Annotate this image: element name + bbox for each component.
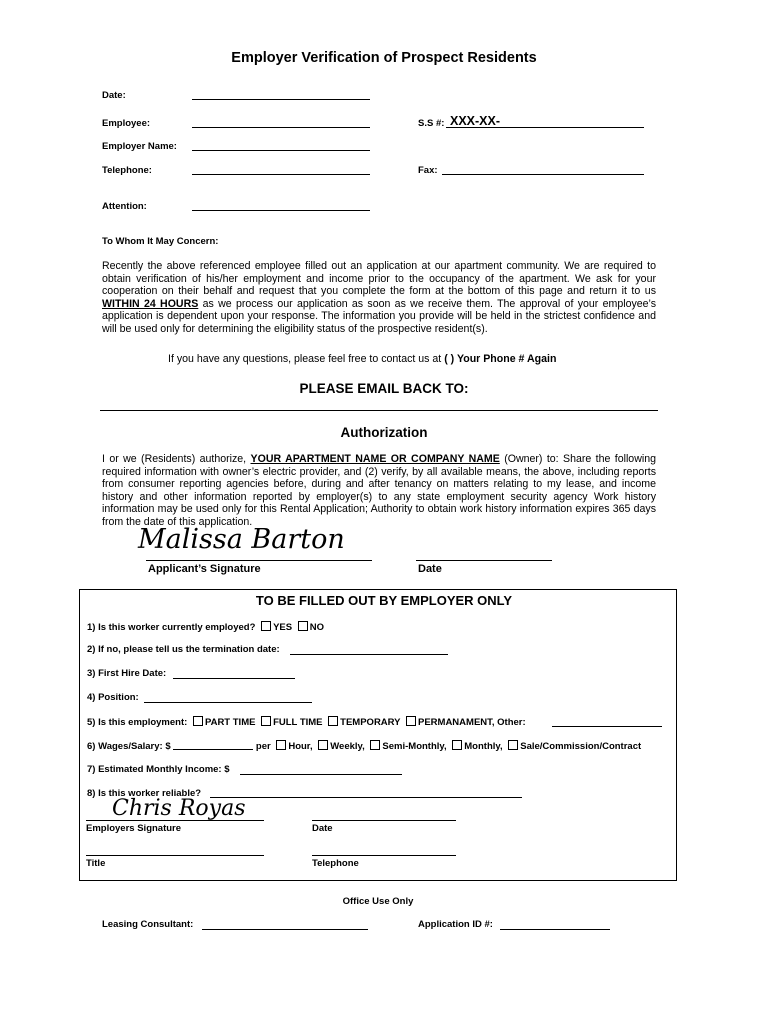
date-field[interactable] <box>192 99 370 100</box>
employer-name-field[interactable] <box>192 150 370 151</box>
no-checkbox[interactable] <box>298 621 308 631</box>
semi-monthly-checkbox[interactable] <box>370 740 380 750</box>
employer-heading: TO BE FILLED OUT BY EMPLOYER ONLY <box>255 593 513 608</box>
telephone-line[interactable] <box>312 855 456 856</box>
fax-label: Fax: <box>418 165 438 176</box>
q4-label: 4) Position: <box>87 692 139 703</box>
weekly-checkbox[interactable] <box>318 740 328 750</box>
employer-name-label: Employer Name: <box>102 141 177 152</box>
employer-signature: Chris Royas <box>112 796 246 821</box>
application-id-label: Application ID #: <box>418 919 493 930</box>
part-time-checkbox[interactable] <box>193 716 203 726</box>
attention-field[interactable] <box>192 210 370 211</box>
q3-label: 3) First Hire Date: <box>87 668 167 679</box>
ss-label: S.S #: <box>418 118 445 129</box>
q7-label: 7) Estimated Monthly Income: $ <box>87 764 230 775</box>
ss-value: XXX-XX- <box>450 114 501 128</box>
hour-checkbox[interactable] <box>276 740 286 750</box>
title-label: Title <box>86 858 106 869</box>
page-title: Employer Verification of Prospect Residents <box>231 50 537 66</box>
telephone-label: Telephone: <box>102 165 152 176</box>
employer-signature-line[interactable] <box>86 820 264 821</box>
contact-line: If you have any questions, please feel free to contact us at ( ) Your Phone # Again <box>168 353 557 365</box>
applicant-date-label: Date <box>418 563 442 575</box>
leasing-consultant-label: Leasing Consultant: <box>102 919 194 930</box>
leasing-consultant-field[interactable] <box>202 929 368 930</box>
temporary-checkbox[interactable] <box>328 716 338 726</box>
applicant-signature: Malissa Barton <box>138 524 345 555</box>
salutation: To Whom It May Concern: <box>102 236 219 247</box>
attention-label: Attention: <box>102 201 147 212</box>
title-line[interactable] <box>86 855 264 856</box>
termination-date-field[interactable] <box>290 654 448 655</box>
first-hire-date-field[interactable] <box>173 678 295 679</box>
employment-other-field[interactable] <box>552 726 662 727</box>
application-id-field[interactable] <box>500 929 610 930</box>
fax-field[interactable] <box>442 174 644 175</box>
wages-field[interactable] <box>173 740 253 750</box>
applicant-signature-label: Applicant’s Signature <box>148 563 261 575</box>
within-24-hours: WITHIN 24 HOURS <box>102 297 199 310</box>
email-back-heading: PLEASE EMAIL BACK TO: <box>299 381 469 396</box>
employer-telephone-label: Telephone <box>312 858 359 869</box>
office-use-heading: Office Use Only <box>342 896 414 907</box>
date-label: Date: <box>102 90 126 101</box>
yes-checkbox[interactable] <box>261 621 271 631</box>
authorization-heading: Authorization <box>340 425 428 440</box>
q5-row: 5) Is this employment: PART TIME FULL TIME TEMPORARY PERMANAMENT, Other: <box>87 717 526 728</box>
monthly-income-field[interactable] <box>240 774 402 775</box>
employer-date-line[interactable] <box>312 820 456 821</box>
employer-signature-label: Employers Signature <box>86 823 182 834</box>
intro-paragraph: Recently the above referenced employee filled out an application at our apartment community. We are required to obtain verification of his/her employment and income prior to the occupancy of the apartment. We ask for your cooperation on their behalf and request that you complete the form at the bottom of this page and return it to us WITHIN 24 HOURS as we process our application as soon as we receive them. The approval of your employee’s application is dependent upon your response. The information you provide will be held in the strictest confidence and will be used only for determining the eligibility status of the prospective resident(s). <box>102 260 657 335</box>
authorization-paragraph: I or we (Residents) authorize, YOUR APARTMENT NAME OR COMPANY NAME (Owner) to: Share the following required information with owner’s electric provider, and (2) verify, by all available means, the above, including reports from consumer reporting agencies before, during and after tenancy on matters relating to my lease, and income history and other information reported by employer(s) to any state employment security agency Work history information may be used only for this Rental Application; Authority to obtain work history information expires 365 days from the date of this application. <box>102 453 656 528</box>
email-field[interactable] <box>100 410 658 411</box>
applicant-date-line[interactable] <box>416 560 552 561</box>
permanent-checkbox[interactable] <box>406 716 416 726</box>
telephone-field[interactable] <box>192 174 370 175</box>
reliable-field[interactable] <box>210 797 522 798</box>
q1-row: 1) Is this worker currently employed? YES NO <box>87 622 324 633</box>
employee-label: Employee: <box>102 118 151 129</box>
position-field[interactable] <box>144 702 312 703</box>
q2-label: 2) If no, please tell us the termination date: <box>87 644 280 655</box>
q8-label: 8) Is this worker reliable? <box>87 788 202 799</box>
employer-date-label: Date <box>312 823 333 834</box>
q6-row: 6) Wages/Salary: $ per Hour, Weekly, Semi-Monthly, Monthly, Sale/Commission/Contract <box>87 741 642 752</box>
contact-phone: ( ) Your Phone # Again <box>444 353 557 365</box>
full-time-checkbox[interactable] <box>261 716 271 726</box>
employee-field[interactable] <box>192 127 370 128</box>
applicant-signature-line[interactable] <box>146 560 372 561</box>
commission-checkbox[interactable] <box>508 740 518 750</box>
monthly-checkbox[interactable] <box>452 740 462 750</box>
ss-field[interactable] <box>446 127 644 128</box>
company-name: YOUR APARTMENT NAME OR COMPANY NAME <box>250 453 500 465</box>
